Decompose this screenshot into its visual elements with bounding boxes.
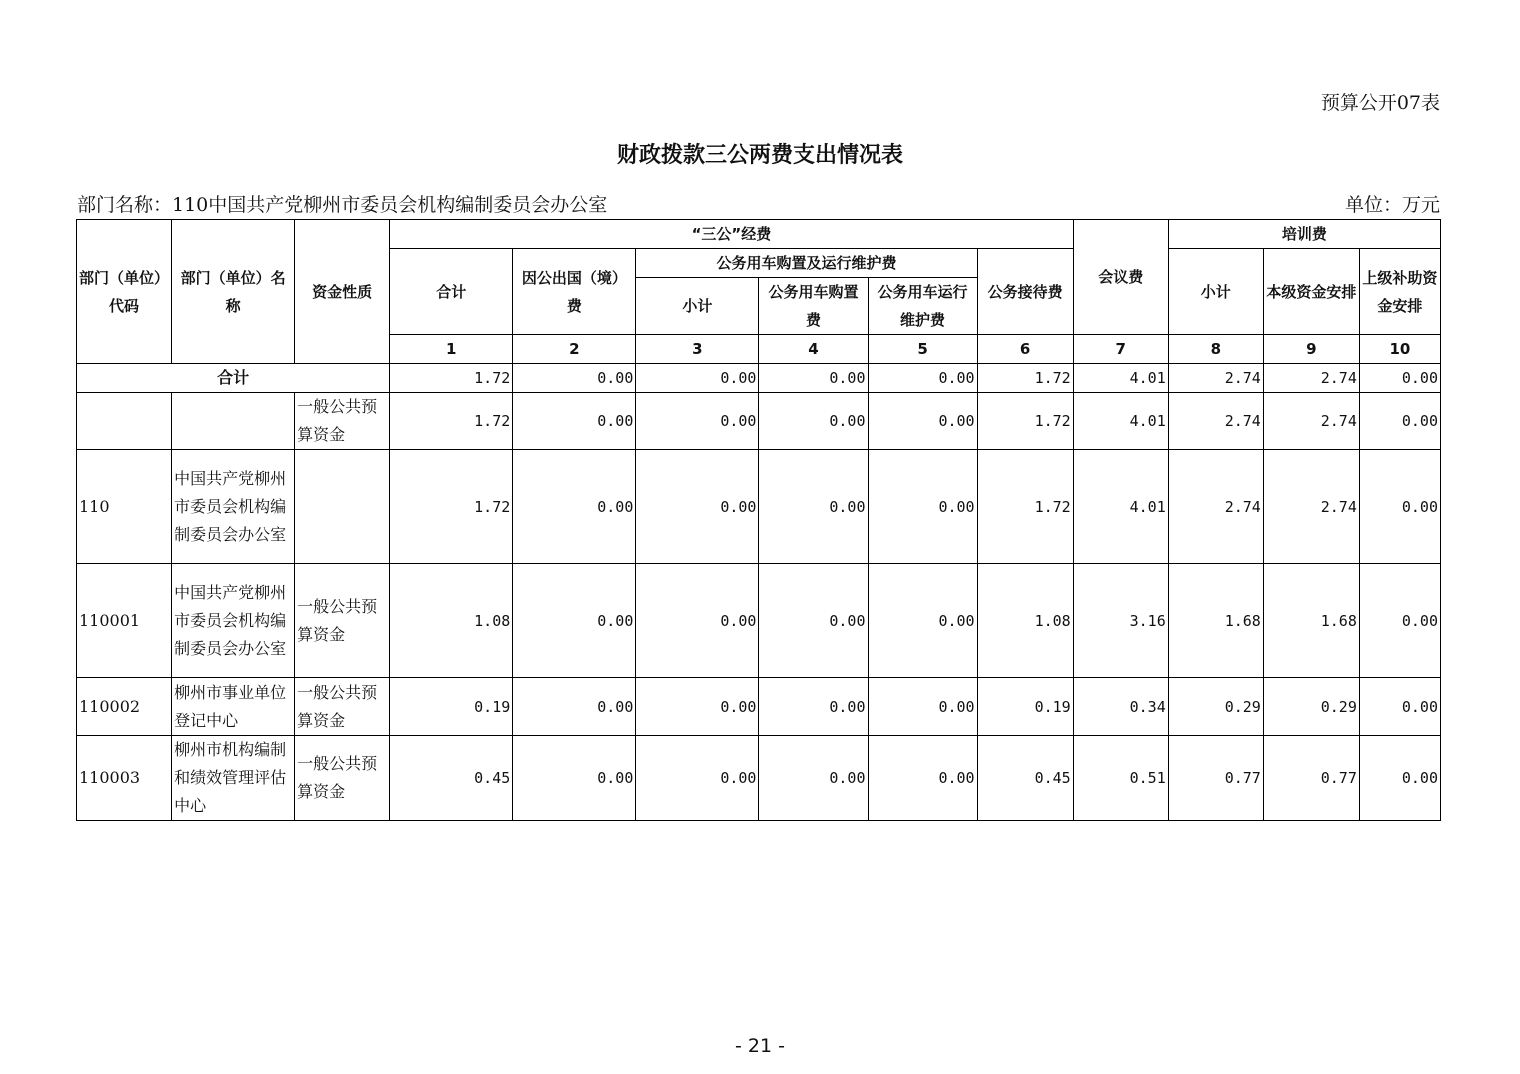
col-number: 8 xyxy=(1168,335,1263,364)
expense-table xyxy=(76,219,1441,821)
header-total: 合计 xyxy=(390,249,513,335)
cell-value: 4.01 xyxy=(1073,393,1168,450)
cell-name: 柳州市机构编制和绩效管理评估中心 xyxy=(172,736,295,821)
cell-value: 2.74 xyxy=(1168,364,1263,393)
cell-value: 1.72 xyxy=(977,450,1073,564)
cell-name: 中国共产党柳州市委员会机构编制委员会办公室 xyxy=(172,564,295,678)
table-row xyxy=(77,564,1441,678)
department-name: 部门名称：110中国共产党柳州市委员会机构编制委员会办公室 xyxy=(77,194,608,216)
cell-value: 0.00 xyxy=(636,364,759,393)
cell-code: 110003 xyxy=(77,736,172,821)
header-abroad: 因公出国（境）费 xyxy=(513,249,636,335)
cell-value: 0.00 xyxy=(513,450,636,564)
cell-value: 1.72 xyxy=(390,393,513,450)
cell-name: 柳州市事业单位登记中心 xyxy=(172,678,295,736)
cell-value: 1.72 xyxy=(390,450,513,564)
cell-value: 0.00 xyxy=(868,450,977,564)
cell-fund xyxy=(295,450,390,564)
cell-value: 0.00 xyxy=(868,736,977,821)
cell-value: 2.74 xyxy=(1168,450,1263,564)
cell-code xyxy=(77,393,172,450)
header-vehicle-subtotal: 小计 xyxy=(636,278,759,335)
col-number: 3 xyxy=(636,335,759,364)
cell-value: 0.19 xyxy=(977,678,1073,736)
header-training: 培训费 xyxy=(1168,220,1440,249)
cell-value: 0.00 xyxy=(1359,393,1440,450)
cell-value: 0.00 xyxy=(1359,736,1440,821)
cell-value: 0.00 xyxy=(759,364,868,393)
header-vehicle-maintain: 公务用车运行维护费 xyxy=(868,278,977,335)
cell-fund: 一般公共预算资金 xyxy=(295,678,390,736)
cell-value: 0.00 xyxy=(759,450,868,564)
cell-value: 0.00 xyxy=(636,736,759,821)
cell-value: 3.16 xyxy=(1073,564,1168,678)
header-reception: 公务接待费 xyxy=(977,249,1073,335)
cell-value: 0.00 xyxy=(1359,364,1440,393)
header-training-local: 本级资金安排 xyxy=(1263,249,1359,335)
cell-value: 0.00 xyxy=(759,736,868,821)
cell-code: 110002 xyxy=(77,678,172,736)
header-dept-name: 部门（单位）名称 xyxy=(172,220,295,364)
col-number: 4 xyxy=(759,335,868,364)
cell-value: 0.00 xyxy=(868,393,977,450)
cell-value: 0.00 xyxy=(759,393,868,450)
cell-fund: 一般公共预算资金 xyxy=(295,393,390,450)
cell-value: 0.77 xyxy=(1263,736,1359,821)
cell-name: 中国共产党柳州市委员会机构编制委员会办公室 xyxy=(172,450,295,564)
cell-value: 0.00 xyxy=(513,736,636,821)
total-label: 合计 xyxy=(77,364,390,393)
cell-fund: 一般公共预算资金 xyxy=(295,736,390,821)
cell-value: 0.19 xyxy=(390,678,513,736)
cell-value: 0.00 xyxy=(636,564,759,678)
cell-value: 1.72 xyxy=(977,364,1073,393)
col-number: 9 xyxy=(1263,335,1359,364)
cell-value: 2.74 xyxy=(1263,393,1359,450)
cell-value: 0.00 xyxy=(1359,564,1440,678)
cell-value: 0.00 xyxy=(1359,450,1440,564)
cell-value: 0.00 xyxy=(513,393,636,450)
cell-value: 1.68 xyxy=(1168,564,1263,678)
cell-value: 0.00 xyxy=(868,678,977,736)
cell-value: 1.68 xyxy=(1263,564,1359,678)
col-number: 7 xyxy=(1073,335,1168,364)
header-vehicle-purchase: 公务用车购置费 xyxy=(759,278,868,335)
table-row xyxy=(77,736,1441,821)
form-number: 预算公开07表 xyxy=(1320,92,1440,114)
page-title: 财政拨款三公两费支出情况表 xyxy=(616,143,903,168)
cell-value: 0.00 xyxy=(868,564,977,678)
cell-name xyxy=(172,393,295,450)
col-number: 2 xyxy=(513,335,636,364)
header-training-upper: 上级补助资金安排 xyxy=(1359,249,1440,335)
unit-label: 单位：万元 xyxy=(1344,194,1440,216)
header-sangong: “三公”经费 xyxy=(390,220,1073,249)
header-vehicle: 公务用车购置及运行维护费 xyxy=(636,249,977,278)
col-number: 6 xyxy=(977,335,1073,364)
page-number: - 21 - xyxy=(735,1035,785,1057)
cell-value: 0.00 xyxy=(636,678,759,736)
cell-value: 2.74 xyxy=(1263,450,1359,564)
cell-code: 110001 xyxy=(77,564,172,678)
cell-value: 2.74 xyxy=(1168,393,1263,450)
table-row xyxy=(77,393,1441,450)
col-number: 5 xyxy=(868,335,977,364)
cell-value: 0.00 xyxy=(636,450,759,564)
cell-value: 0.00 xyxy=(868,364,977,393)
cell-value: 1.08 xyxy=(390,564,513,678)
header-meeting: 会议费 xyxy=(1073,220,1168,335)
table-row-total xyxy=(77,364,1441,393)
header-dept-code: 部门（单位）代码 xyxy=(77,220,172,364)
cell-value: 0.00 xyxy=(513,364,636,393)
cell-value: 0.00 xyxy=(636,393,759,450)
cell-value: 0.00 xyxy=(513,564,636,678)
cell-value: 0.51 xyxy=(1073,736,1168,821)
cell-value: 0.00 xyxy=(513,678,636,736)
cell-value: 1.72 xyxy=(390,364,513,393)
col-number: 10 xyxy=(1359,335,1440,364)
cell-value: 2.74 xyxy=(1263,364,1359,393)
cell-fund: 一般公共预算资金 xyxy=(295,564,390,678)
cell-value: 4.01 xyxy=(1073,450,1168,564)
header-training-subtotal: 小计 xyxy=(1168,249,1263,335)
table-row xyxy=(77,450,1441,564)
cell-value: 0.34 xyxy=(1073,678,1168,736)
cell-value: 1.08 xyxy=(977,564,1073,678)
header-fund-nature: 资金性质 xyxy=(295,220,390,364)
cell-value: 1.72 xyxy=(977,393,1073,450)
cell-value: 0.00 xyxy=(1359,678,1440,736)
cell-value: 0.00 xyxy=(759,564,868,678)
cell-value: 0.45 xyxy=(977,736,1073,821)
cell-code: 110 xyxy=(77,450,172,564)
col-number: 1 xyxy=(390,335,513,364)
cell-value: 0.77 xyxy=(1168,736,1263,821)
cell-value: 4.01 xyxy=(1073,364,1168,393)
table-row xyxy=(77,678,1441,736)
cell-value: 0.00 xyxy=(759,678,868,736)
cell-value: 0.45 xyxy=(390,736,513,821)
cell-value: 0.29 xyxy=(1168,678,1263,736)
cell-value: 0.29 xyxy=(1263,678,1359,736)
